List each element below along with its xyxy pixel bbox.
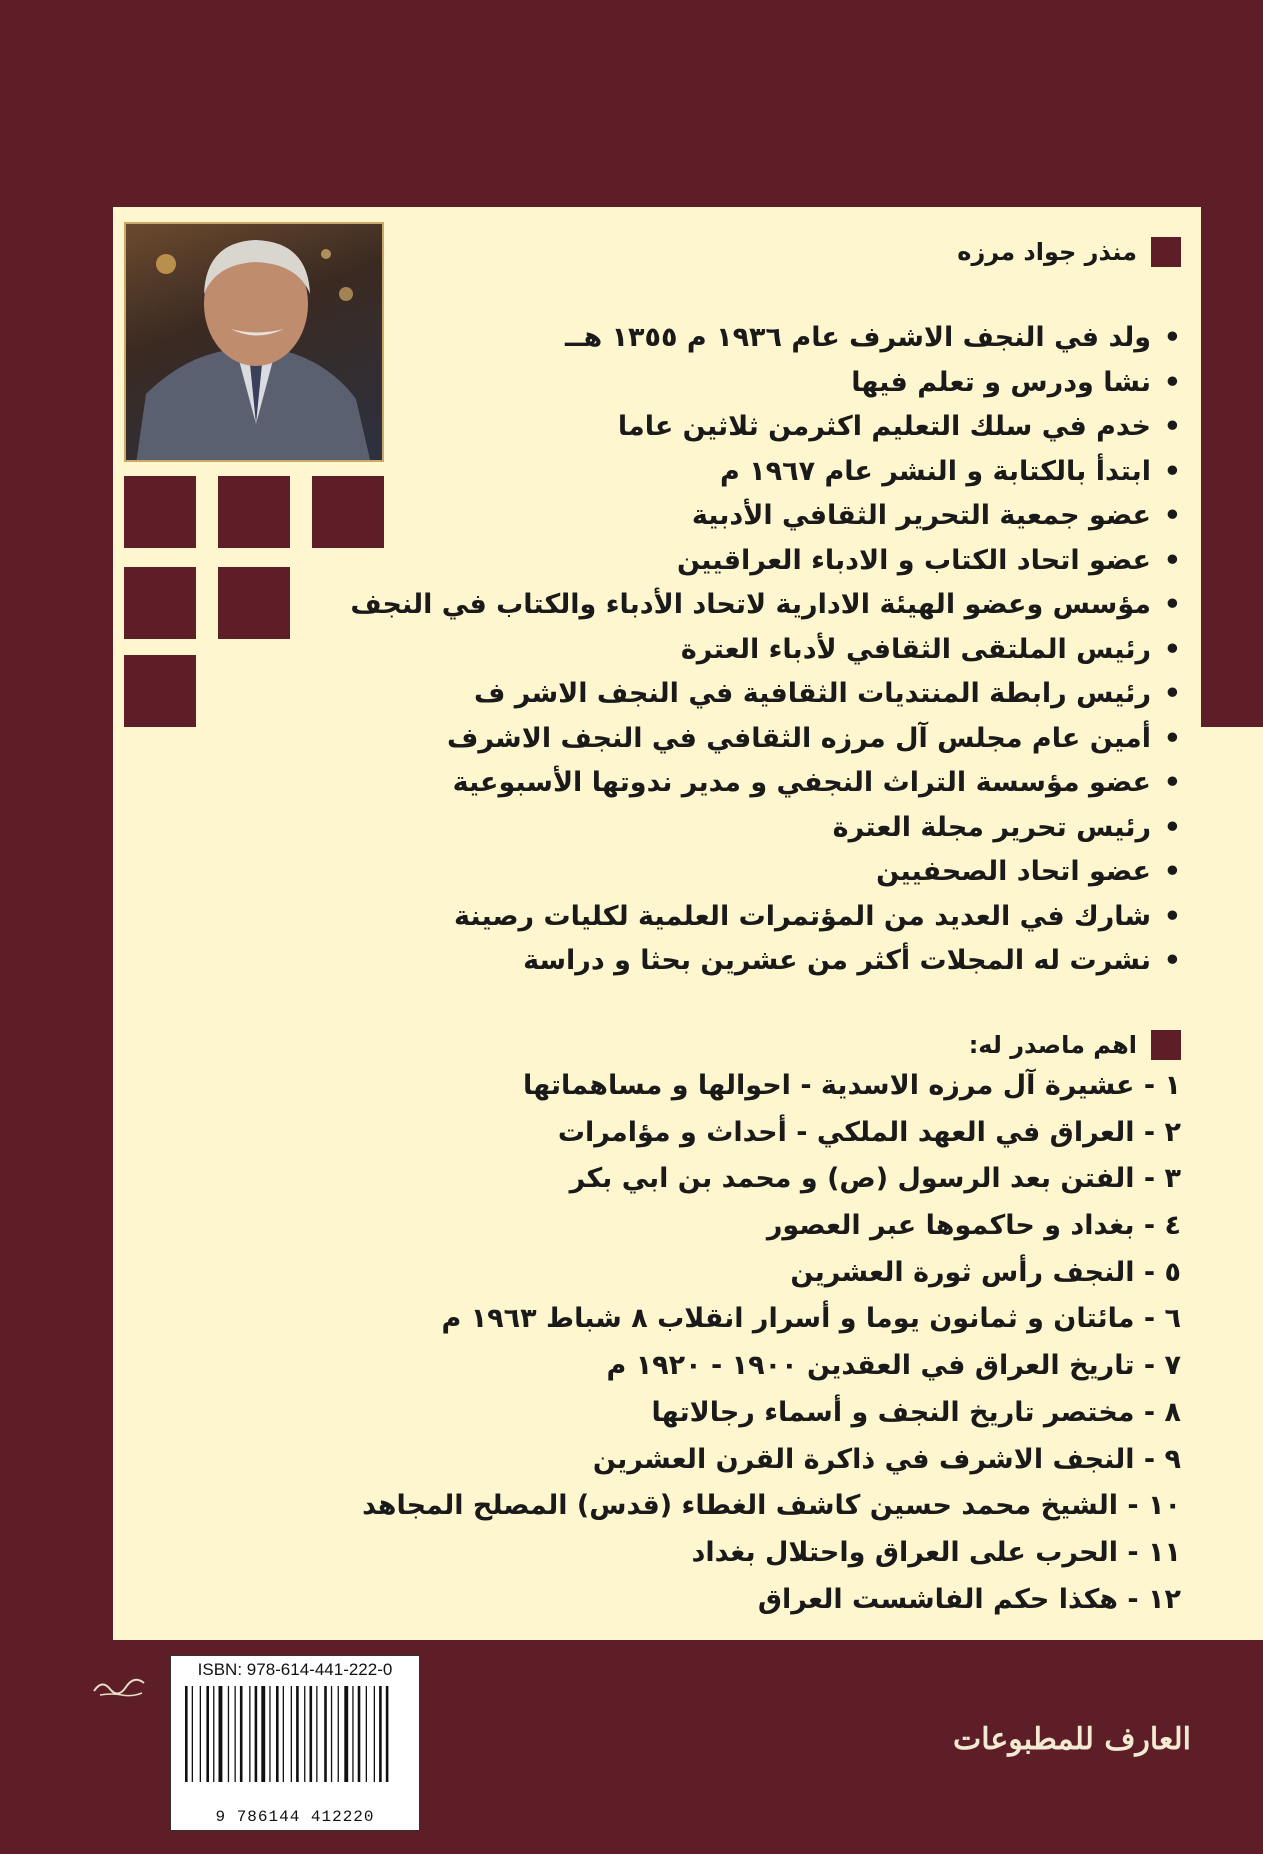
bio-item: • مؤسس وعضو الهيئة الادارية لاتحاد الأدباء والكتاب في النجف: [361, 583, 1181, 628]
bio-item: • خدم في سلك التعليم اكثرمن ثلاثين عاما: [361, 405, 1181, 450]
bio-item: • رئيس تحرير مجلة العترة: [361, 806, 1181, 851]
bio-item: • رئيس رابطة المنتديات الثقافية في النجف الاشر ف: [361, 672, 1181, 717]
bullet-icon: •: [1163, 811, 1181, 843]
square-bullet-icon: [1151, 1030, 1181, 1060]
decor-square: [124, 567, 196, 639]
barcode-bar: [185, 1686, 188, 1782]
works-item: ٩ - النجف الاشرف في ذاكرة القرن العشرين: [592, 1443, 1181, 1475]
bio-item: • شارك في العديد من المؤتمرات العلمية لكليات رصينة: [361, 895, 1181, 940]
barcode-bar: [366, 1686, 367, 1782]
bullet-icon: •: [1163, 678, 1181, 709]
bio-item: • نشا ودرس و تعلم فيها: [361, 361, 1181, 406]
works-item: ١١ - الحرب على العراق واحتلال بغداد: [691, 1536, 1181, 1568]
square-bullet-icon: [1151, 237, 1181, 267]
barcode-bar: [291, 1686, 292, 1782]
works-heading: [969, 1025, 1181, 1065]
barcode-bar: [386, 1686, 389, 1782]
barcode-bar: [255, 1686, 258, 1782]
bullet-icon: •: [1163, 322, 1181, 353]
bio-item: • عضو اتحاد الصحفيين: [361, 850, 1181, 895]
barcode-bar: [352, 1686, 353, 1782]
barcode-bar: [379, 1686, 382, 1782]
bio-item: • ابتدأ بالكتابة و النشر عام ١٩٦٧ م: [361, 450, 1181, 495]
bullet-icon: •: [1163, 366, 1181, 398]
bio-item: • عضو اتحاد الكتاب و الادباء العراقيين: [361, 539, 1181, 584]
publisher-logo: العارف للمطبوعات: [953, 1722, 1191, 1757]
bullet-icon: •: [1163, 544, 1181, 576]
works-item: ٢ - العراق في العهد الملكي - أحداث و مؤامرات: [557, 1116, 1181, 1148]
barcode-bar: [296, 1686, 299, 1782]
barcode-bar: [228, 1686, 229, 1782]
barcode-bar: [200, 1686, 201, 1782]
bio-item: • أمين عام مجلس آل مرزه الثقافي في النجف الاشرف: [361, 717, 1181, 762]
works-item: ١٠ - الشيخ محمد حسين كاشف الغطاء (قدس) المصلح المجاهد: [362, 1490, 1181, 1522]
barcode-bar: [219, 1686, 223, 1782]
barcode-bar: [206, 1686, 209, 1782]
works-item: ٣ - الفتن بعد الرسول (ص) و محمد بن ابي بكر: [569, 1163, 1181, 1195]
bullet-icon: •: [1163, 633, 1181, 665]
isbn-barcode-box: [170, 1655, 420, 1831]
barcode-bar: [235, 1686, 236, 1782]
calligraphy-mark-icon: [92, 1673, 148, 1699]
decor-square: [124, 476, 196, 548]
barcode-digits: 9 786144 412220: [215, 1808, 375, 1826]
bio-item: • عضو جمعية التحرير الثقافي الأدبية: [361, 494, 1181, 539]
barcode-bar: [304, 1686, 305, 1782]
barcode-bar: [213, 1686, 214, 1782]
barcode-bar: [310, 1686, 313, 1782]
bullet-icon: •: [1163, 411, 1181, 442]
decor-square: [218, 476, 290, 548]
barcode-bar: [338, 1686, 339, 1782]
bio-item: • نشرت له المجلات أكثر من عشرين بحثا و دراسة: [361, 939, 1181, 984]
barcode-bar: [324, 1686, 327, 1782]
barcode-bar: [358, 1686, 361, 1782]
works-item: ٥ - النجف رأس ثورة العشرين: [790, 1256, 1181, 1288]
barcode-bar: [374, 1686, 375, 1782]
barcode-icon: [181, 1686, 411, 1804]
barcode-bar: [240, 1686, 243, 1782]
works-item: ٤ - بغداد و حاكموها عبر العصور: [766, 1210, 1181, 1242]
author-heading: [957, 232, 1181, 272]
barcode-bar: [344, 1686, 348, 1782]
author-name: منذر جواد مرزه: [957, 238, 1137, 266]
works-heading-text: اهم ماصدر له:: [968, 1031, 1137, 1059]
barcode-bar: [316, 1686, 317, 1782]
bullet-icon: •: [1163, 900, 1181, 932]
barcode-bar: [283, 1686, 284, 1782]
works-item: ٦ - مائتان و ثمانون يوما و أسرار انقلاب ٨ شباط ١٩٦٣ م: [441, 1303, 1181, 1335]
bio-item: • رئيس الملتقى الثقافي لأدباء العترة: [361, 628, 1181, 673]
works-item: ٧ - تاريخ العراق في العقدين ١٩٠٠ - ١٩٢٠ م: [606, 1350, 1181, 1382]
barcode-bar: [192, 1686, 193, 1782]
decor-square: [124, 655, 196, 727]
works-item: ٨ - مختصر تاريخ النجف و أسماء رجالاتها: [651, 1396, 1181, 1428]
bio-item: • ولد في النجف الاشرف عام ١٩٣٦ م ١٣٥٥ هــ: [361, 316, 1181, 361]
bullet-icon: •: [1163, 589, 1181, 620]
barcode-bar: [331, 1686, 332, 1782]
barcode-bar: [261, 1686, 265, 1782]
author-portrait-illustration: [126, 224, 384, 462]
works-item: ١ - عشيرة آل مرزه الاسدية - احوالها و مساهماتها: [522, 1070, 1181, 1101]
works-list: [181, 1063, 1181, 1623]
barcode-bar: [276, 1686, 279, 1782]
isbn-text: ISBN: 978-614-441-222-0: [197, 1660, 393, 1679]
bullet-icon: •: [1163, 767, 1181, 798]
bullet-icon: •: [1163, 500, 1181, 531]
decor-square: [218, 567, 290, 639]
bullet-icon: •: [1163, 856, 1181, 887]
maroon-side-band: [1201, 207, 1263, 727]
bullet-icon: •: [1163, 722, 1181, 754]
bullet-icon: •: [1163, 455, 1181, 487]
barcode-bar: [269, 1686, 270, 1782]
works-item: ١٢ - هكذا حكم الفاشست العراق: [757, 1583, 1181, 1615]
bio-item: • عضو مؤسسة التراث النجفي و مدير ندوتها الأسبوعية: [361, 761, 1181, 806]
bio-list: [350, 316, 1181, 984]
bullet-icon: •: [1163, 945, 1181, 976]
author-photo: [124, 222, 384, 462]
barcode-bar: [249, 1686, 250, 1782]
